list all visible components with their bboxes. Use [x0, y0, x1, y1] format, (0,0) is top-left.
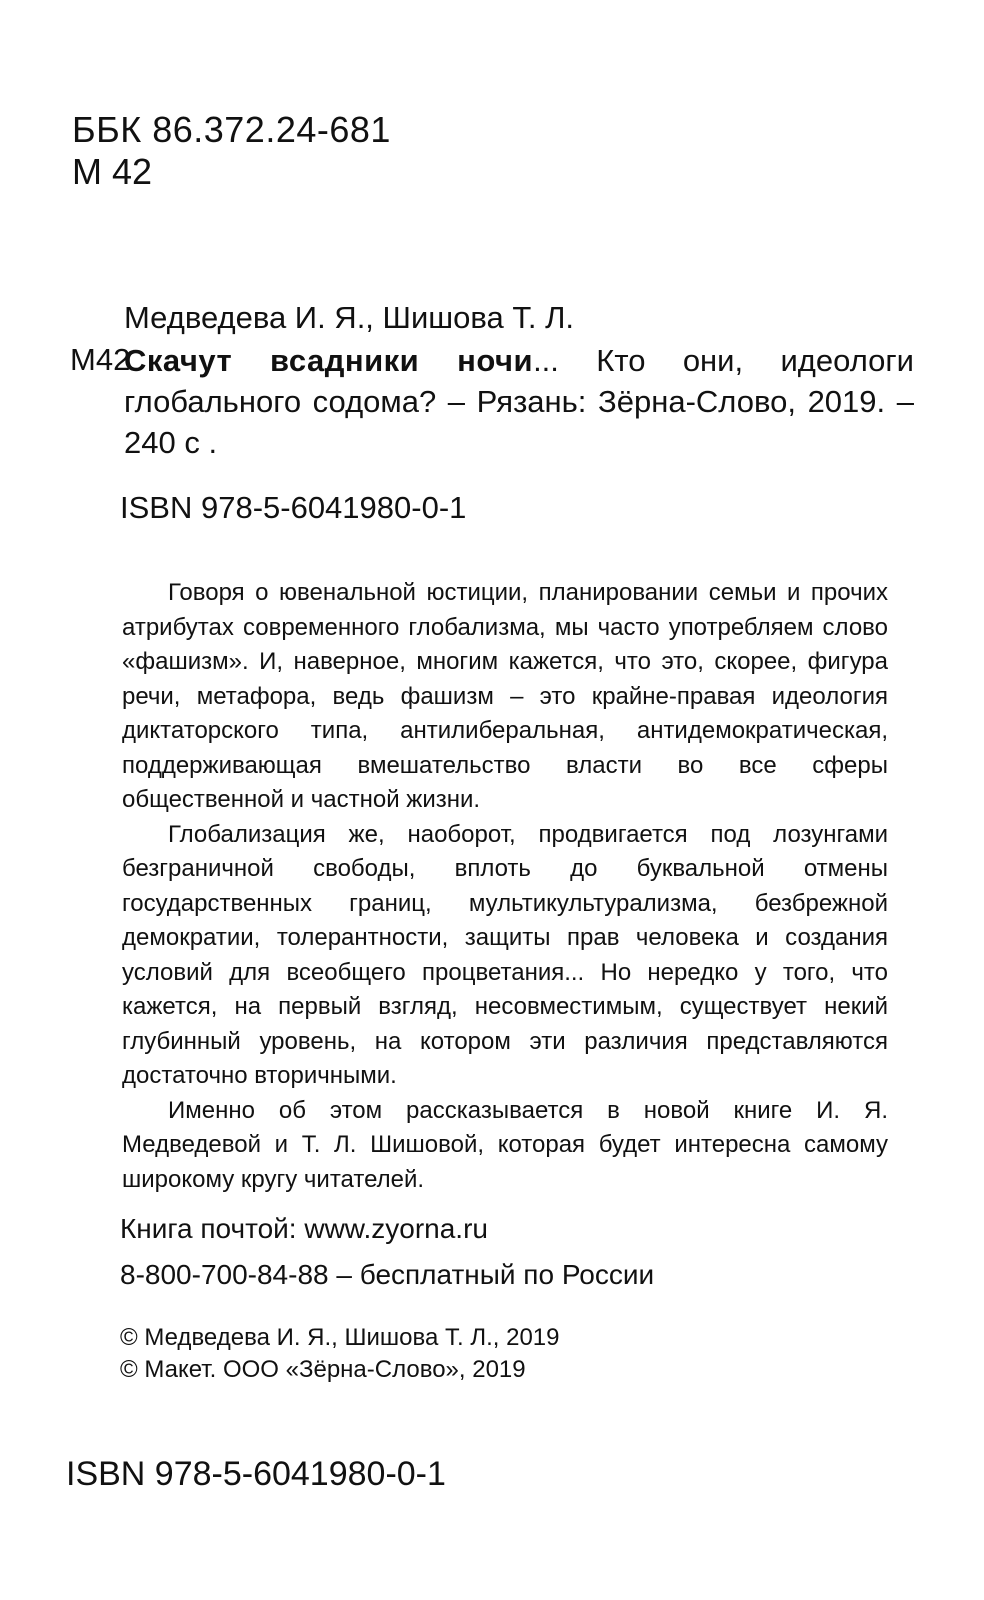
authors-heading: Медведева И. Я., Шишова Т. Л. [124, 300, 575, 335]
copyright-layout: © Макет. ООО «Зёрна-Слово», 2019 [120, 1356, 526, 1383]
annotation-paragraph: Именно об этом рассказывается в новой книге И. Я. Медведевой и Т. Л. Шишовой, которая будет интересна самому широкому кругу читателей. [122, 1096, 888, 1193]
annotation-paragraph: Говоря о ювенальной юстиции, планировании семьи и прочих атрибутах современного глобализма, мы часто употребляем слово «фашизм». И, наверное, многим кажется, что это, скорее, фигура речи, метафора, ведь фашизм – это крайне-правая идеология диктаторского типа, антилиберальная, антидемократическая, поддерживающая вмешательство власти во все сферы общественной и частной жизни. [122, 579, 888, 813]
book-title: Скачут всадники ночи [124, 343, 534, 378]
annotation [122, 576, 888, 1197]
mail-order-line: Книга почтой: www.zyorna.ru [120, 1213, 488, 1244]
catalog-details: ... Кто они, идеологи глобального содома? – Рязань: Зёрна-Слово, 2019. – 240 с . [124, 343, 914, 460]
catalog-entry [124, 340, 914, 463]
cutter-code: М 42 [72, 151, 153, 192]
isbn-bottom: ISBN 978-5-6041980-0-1 [66, 1455, 446, 1493]
copyright-authors: © Медведева И. Я., Шишова Т. Л., 2019 [120, 1324, 560, 1351]
isbn-catalog: ISBN 978-5-6041980-0-1 [120, 490, 467, 525]
phone-line: 8-800-700-84-88 – бесплатный по России [120, 1259, 655, 1290]
bbk-code: ББК 86.372.24-681 [72, 109, 391, 150]
annotation-paragraph: Глобализация же, наоборот, продвигается под лозунгами безграничной свободы, вплоть до буквальной отмены государственных границ, мультикультурализма, безбрежной демократии, толерантности, защиты прав человека и создания условий для всеобщего процветания... Но нередко у того, что кажется, на первый взгляд, несовместимым, существует некий глубинный уровень, на котором эти различия представляются достаточно вторичными. [122, 820, 888, 1089]
catalog-code: М42 [70, 342, 131, 377]
